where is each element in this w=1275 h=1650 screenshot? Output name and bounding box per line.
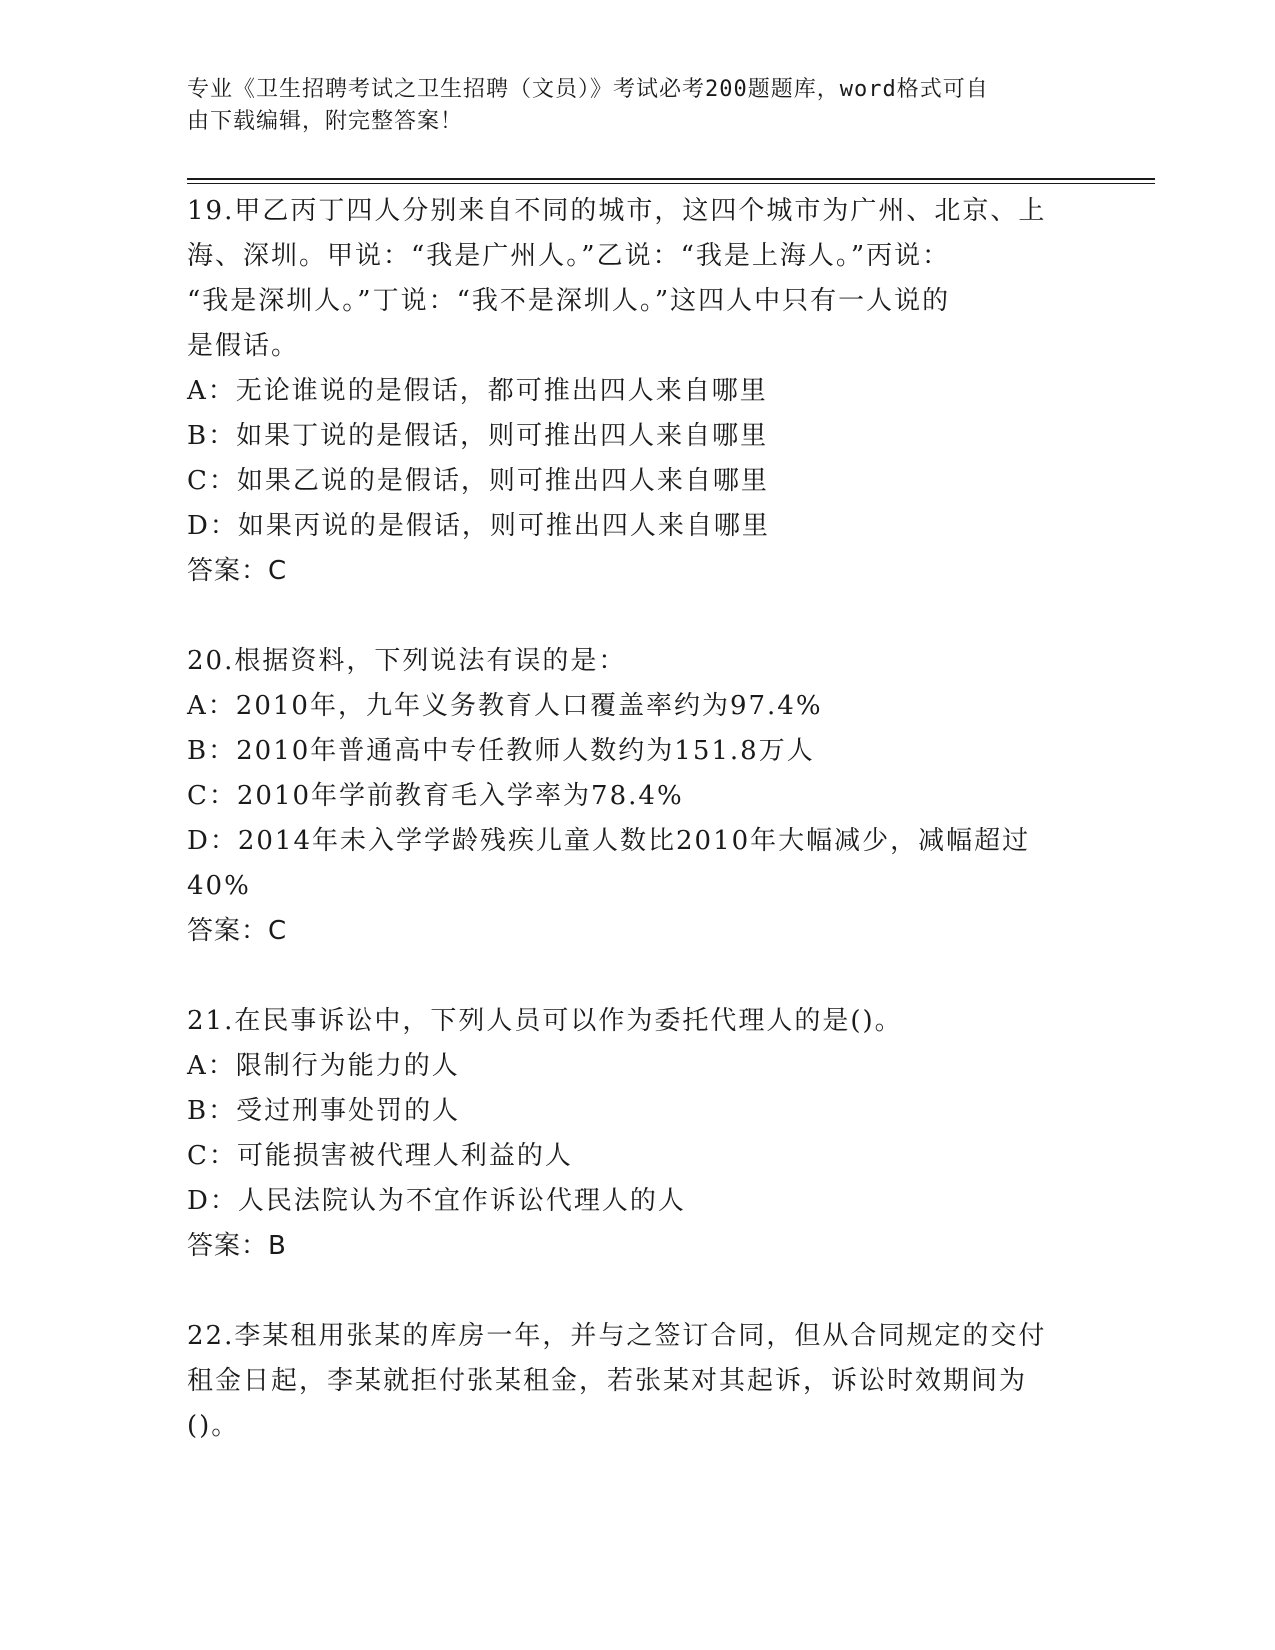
question-19 (187, 189, 1087, 594)
question-stem-line: 21.在民事诉讼中，下列人员可以作为委托代理人的是()。 (187, 1006, 903, 1036)
question-stem-line: 20.根据资料，下列说法有误的是： (187, 646, 627, 676)
option-a: A：限制行为能力的人 (187, 1051, 460, 1081)
header-line: 专业《卫生招聘考试之卫生招聘（文员）》考试必考200题题库，word格式可自 (187, 77, 989, 102)
option-b: B：如果丁说的是假话，则可推出四人来自哪里 (187, 421, 769, 451)
option-c: C：2010年学前教育毛入学率为78.4% (187, 781, 684, 811)
question-stem-line: 海、深圳。甲说：“我是广州人。”乙说：“我是上海人。”丙说： (187, 241, 951, 271)
question-stem-line: ()。 (187, 1411, 240, 1441)
option-b: B：受过刑事处罚的人 (187, 1096, 461, 1126)
header-line: 由下载编辑，附完整答案！ (187, 109, 464, 134)
question-20 (187, 639, 1087, 954)
option-c: C：如果乙说的是假话，则可推出四人来自哪里 (187, 466, 769, 496)
answer-label: 答案：C (187, 556, 288, 586)
option-c: C：可能损害被代理人利益的人 (187, 1141, 573, 1171)
question-stem-line: 租金日起，李某就拒付张某租金，若张某对其起诉，诉讼时效期间为 (187, 1366, 1028, 1396)
answer-label: 答案：B (187, 1231, 287, 1261)
question-stem-line: 22.李某租用张某的库房一年，并与之签订合同，但从合同规定的交付 (187, 1321, 1047, 1351)
header-divider-thin (187, 183, 1155, 184)
option-d-continuation: 40% (187, 871, 251, 901)
question-stem-line: 是假话。 (187, 331, 300, 361)
question-21 (187, 999, 1087, 1269)
option-b: B：2010年普通高中专任教师人数约为151.8万人 (187, 736, 815, 766)
option-d: D：人民法院认为不宜作诉讼代理人的人 (187, 1186, 686, 1216)
document-header (187, 74, 1067, 138)
option-d: D：如果丙说的是假话，则可推出四人来自哪里 (187, 511, 770, 541)
option-a: A：2010年，九年义务教育人口覆盖率约为97.4% (187, 691, 823, 721)
header-divider-thick (187, 178, 1155, 180)
question-22 (187, 1314, 1087, 1449)
question-stem-line: “我是深圳人。”丁说：“我不是深圳人。”这四人中只有一人说的 (187, 286, 951, 316)
question-list (187, 189, 1087, 1494)
question-stem-line: 19.甲乙丙丁四人分别来自不同的城市，这四个城市为广州、北京、上 (187, 196, 1047, 226)
answer-label: 答案：C (187, 916, 288, 946)
option-a: A：无论谁说的是假话，都可推出四人来自哪里 (187, 376, 768, 406)
option-d: D：2014年未入学学龄残疾儿童人数比2010年大幅减少，减幅超过 (187, 826, 1031, 856)
